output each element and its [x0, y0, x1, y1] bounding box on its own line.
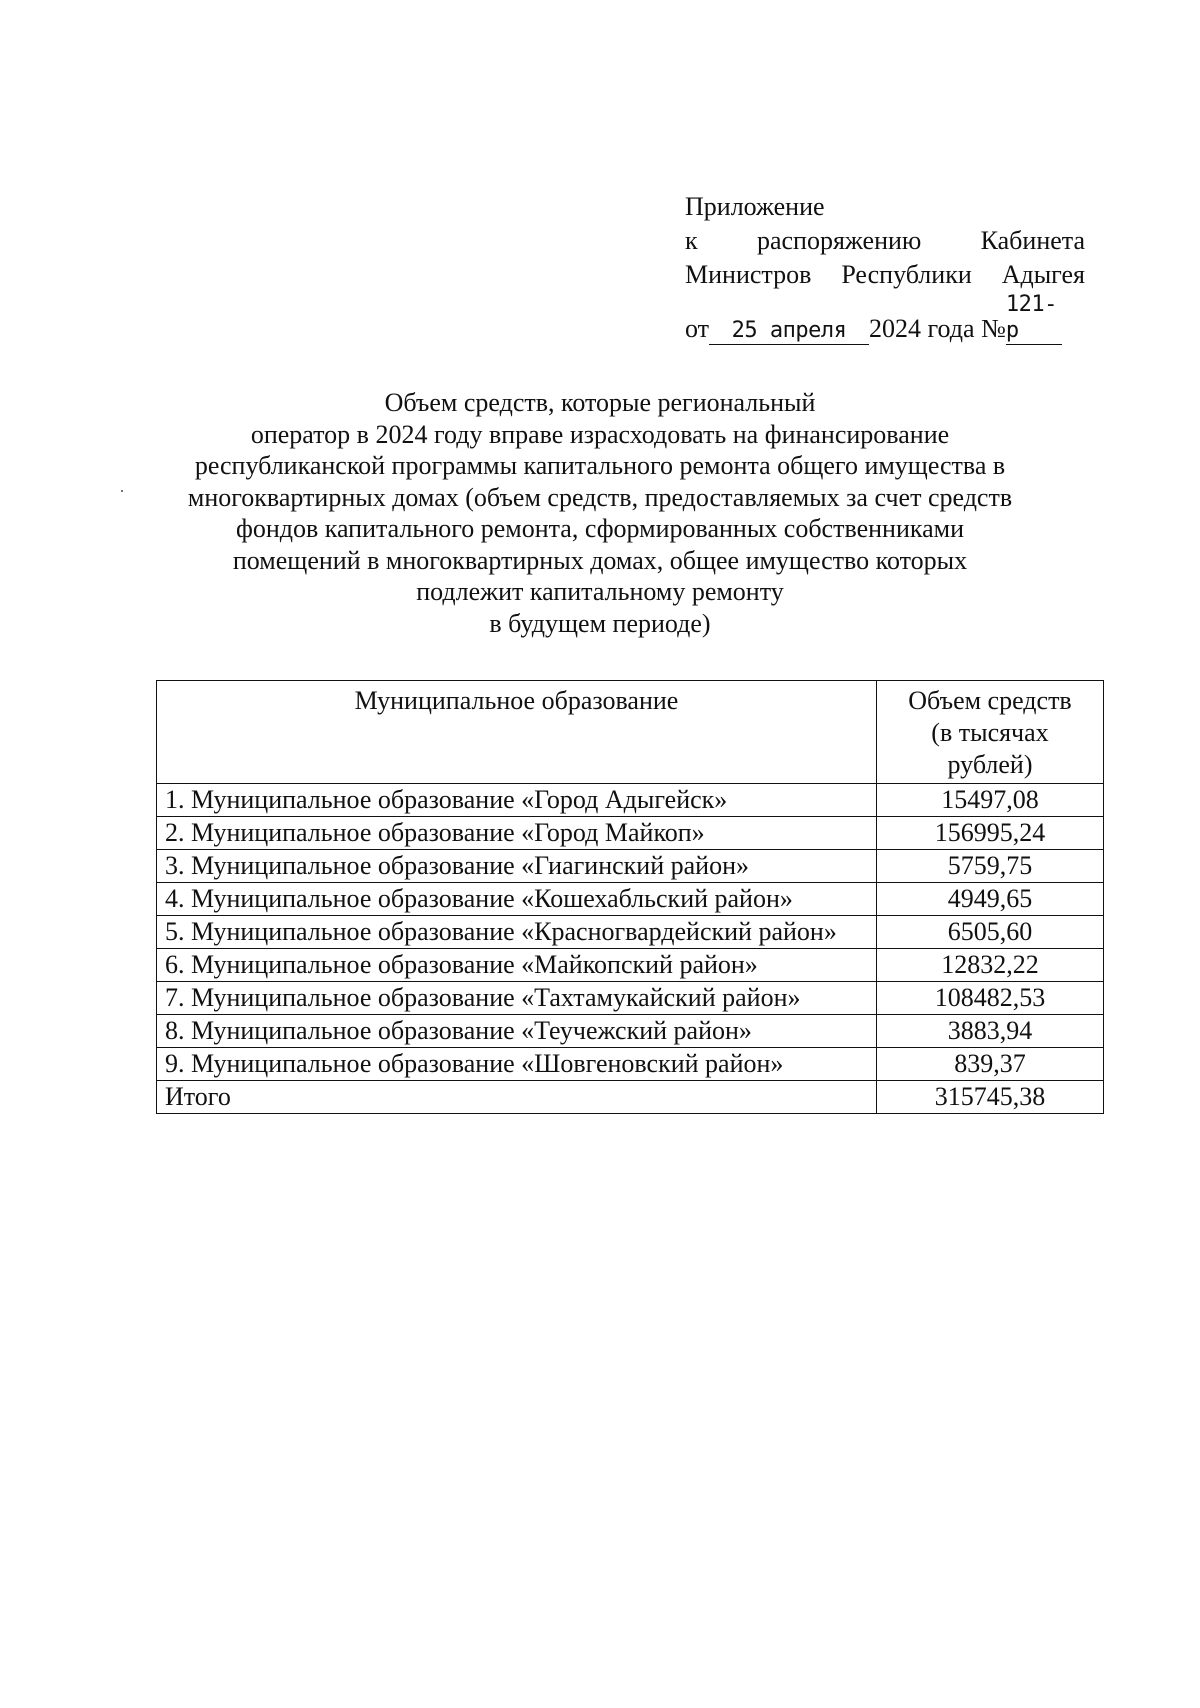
header-volume-line: (в тысячах	[931, 718, 1049, 747]
appendix-word: распоряжению	[756, 226, 922, 255]
total-label-cell: Итого	[157, 1081, 877, 1114]
volume-cell: 839,37	[877, 1048, 1104, 1081]
municipality-cell: 9. Муниципальное образование «Шовгеновский район»	[157, 1048, 877, 1081]
total-value-cell: 315745,38	[877, 1081, 1104, 1114]
title-line: фондов капитального ремонта, сформированных собственниками	[235, 514, 965, 543]
municipality-cell: 6. Муниципальное образование «Майкопский район»	[157, 949, 877, 982]
header-volume-line: рублей)	[947, 750, 1033, 779]
order-number-handwritten: 121-р	[1006, 292, 1062, 345]
table-row	[157, 916, 1104, 949]
title-line: республиканской программы капитального ремонта общего имущества в	[194, 451, 1006, 480]
volume-cell: 108482,53	[877, 982, 1104, 1015]
table-row	[157, 883, 1104, 916]
volume-cell: 5759,75	[877, 850, 1104, 883]
title-line: Объем средств, которые региональный	[384, 388, 816, 417]
from-label: от	[685, 314, 710, 343]
appendix-line-3	[685, 258, 1085, 292]
table-row	[157, 784, 1104, 817]
header-volume	[877, 681, 1104, 784]
appendix-word: Республики	[841, 260, 972, 289]
table-row	[157, 949, 1104, 982]
municipality-cell: 7. Муниципальное образование «Тахтамукайский район»	[157, 982, 877, 1015]
municipality-cell: 8. Муниципальное образование «Теучежский район»	[157, 1015, 877, 1048]
municipality-cell: 1. Муниципальное образование «Город Адыгейск»	[157, 784, 877, 817]
table-row	[157, 982, 1104, 1015]
table-row	[157, 1015, 1104, 1048]
year-label: 2024 года №	[869, 314, 1006, 343]
municipality-cell: 2. Муниципальное образование «Город Майкоп»	[157, 817, 877, 850]
table-header-row	[157, 681, 1104, 784]
document-title	[120, 387, 1080, 639]
title-line: помещений в многоквартирных домах, общее имущество которых	[232, 545, 968, 575]
table-row	[157, 1048, 1104, 1081]
header-municipality: Муниципальное образование	[157, 681, 877, 784]
title-line: подлежит капитальному ремонту	[416, 577, 784, 606]
appendix-line-2	[685, 224, 1085, 258]
table-total-row	[157, 1081, 1104, 1114]
appendix-word: Министров	[685, 260, 812, 289]
table-row	[157, 850, 1104, 883]
volume-cell: 6505,60	[877, 916, 1104, 949]
volume-cell: 3883,94	[877, 1015, 1104, 1048]
appendix-word: Адыгея	[1001, 260, 1085, 289]
funds-table	[156, 680, 1104, 1114]
title-line: оператор в 2024 году вправе израсходовать на финансирование	[250, 419, 950, 449]
volume-cell: 156995,24	[877, 817, 1104, 850]
title-line: многоквартирных домах (объем средств, предоставляемых за счет средств	[187, 482, 1013, 512]
appendix-title: Приложение	[685, 192, 825, 221]
title-line: в будущем периоде)	[489, 608, 711, 638]
appendix-word: к	[685, 226, 698, 255]
municipality-cell: 3. Муниципальное образование «Гиагинский район»	[157, 850, 877, 883]
volume-cell: 15497,08	[877, 784, 1104, 817]
appendix-word: Кабинета	[980, 226, 1085, 255]
appendix-block	[685, 190, 1085, 346]
table-row	[157, 817, 1104, 850]
date-handwritten: 25 апреля	[709, 318, 869, 345]
municipality-cell: 4. Муниципальное образование «Кошехабльский район»	[157, 883, 877, 916]
header-volume-line: Объем средств	[908, 686, 1072, 715]
volume-cell: 4949,65	[877, 883, 1104, 916]
volume-cell: 12832,22	[877, 949, 1104, 982]
municipality-cell: 5. Муниципальное образование «Красногвардейский район»	[157, 916, 877, 949]
appendix-date-line	[685, 292, 1085, 346]
